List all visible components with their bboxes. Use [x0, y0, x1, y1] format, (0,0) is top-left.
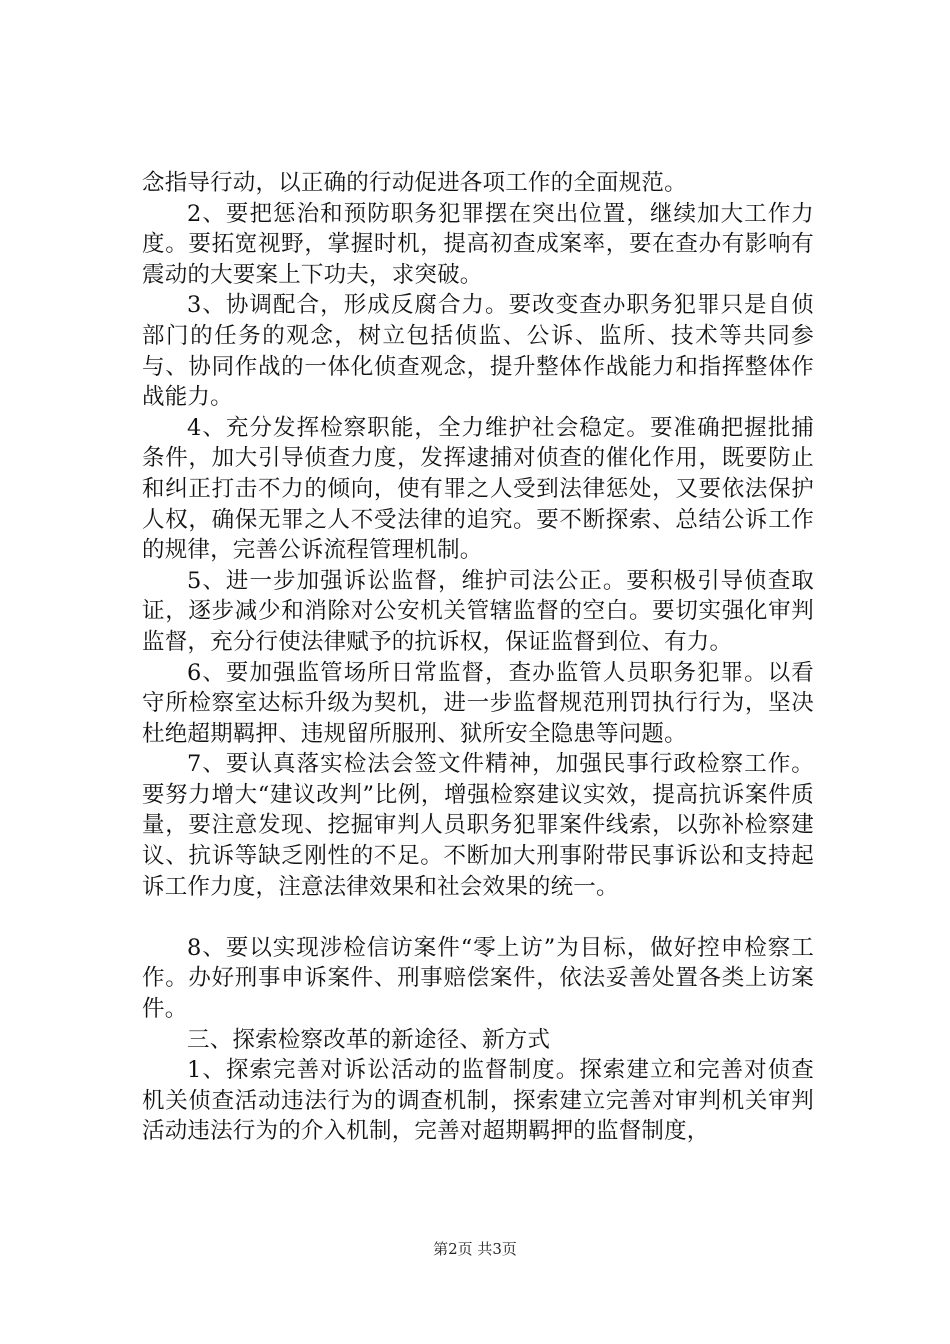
- page-footer: 第2页 共3页: [433, 1240, 517, 1258]
- paragraph-item-3: 3、协调配合，形成反腐合力。要改变查办职务犯罪只是自侦部门的任务的观念，树立包括侦监、公诉、监所、技术等共同参与、协同作战的一体化侦查观念，提升整体作战能力和指挥整体作战能力。: [142, 292, 814, 411]
- paragraph-gap: [142, 902, 814, 933]
- paragraph-item-8: 8、要以实现涉检信访案件“零上访”为目标，做好控申检察工作。办好刑事申诉案件、刑事赔偿案件，依法妥善处置各类上访案件。: [142, 934, 814, 1023]
- paragraph-item-2: 2、要把惩治和预防职务犯罪摆在突出位置，继续加大工作力度。要拓宽视野，掌握时机，提高初查成案率，要在查办有影响有震动的大要案上下功夫，求突破。: [142, 200, 814, 288]
- paragraph-item-6: 6、要加强监管场所日常监督，查办监管人员职务犯罪。以看守所检察室达标升级为契机，进一步监督规范刑罚执行行为，坚决杜绝超期羁押、违规留所服刑、狱所安全隐患等问题。: [142, 659, 814, 747]
- paragraph-item-4: 4、充分发挥检察职能，全力维护社会稳定。要准确把握批捕条件，加大引导侦查力度，发挥逮捕对侦查的催化作用，既要防止和纠正打击不力的倾向，使有罪之人受到法律惩处，又要依法保护人权，确保无罪之人不受法律的追究。要不断探索、总结公诉工作的规律，完善公诉流程管理机制。: [142, 414, 814, 564]
- paragraph-continuation: 念指导行动，以正确的行动促进各项工作的全面规范。: [142, 170, 687, 196]
- paragraph-section3-item-1: 1、探索完善对诉讼活动的监督制度。探索建立和完善对侦查机关侦查活动违法行为的调查机制，探索建立完善对审判机关审判活动违法行为的介入机制，完善对超期羁押的监督制度，: [142, 1057, 814, 1145]
- section-heading-3: 三、探索检察改革的新途径、新方式: [187, 1026, 551, 1053]
- paragraph-item-5: 5、进一步加强诉讼监督，维护司法公正。要积极引导侦查取证，逐步减少和消除对公安机关管辖监督的空白。要切实强化审判监督，充分行使法律赋予的抗诉权，保证监督到位、有力。: [142, 567, 814, 655]
- document-body: [142, 168, 814, 1147]
- paragraph-item-7: 7、要认真落实检法会签文件精神，加强民事行政检察工作。要努力增大“建议改判”比例，增强检察建议实效，提高抗诉案件质量，要注意发现、挖掘审判人员职务犯罪案件线索，以弥补检察建议、抗诉等缺乏刚性的不足。不断加大刑事附带民事诉讼和支持起诉工作力度，注意法律效果和社会效果的统一。: [142, 751, 814, 900]
